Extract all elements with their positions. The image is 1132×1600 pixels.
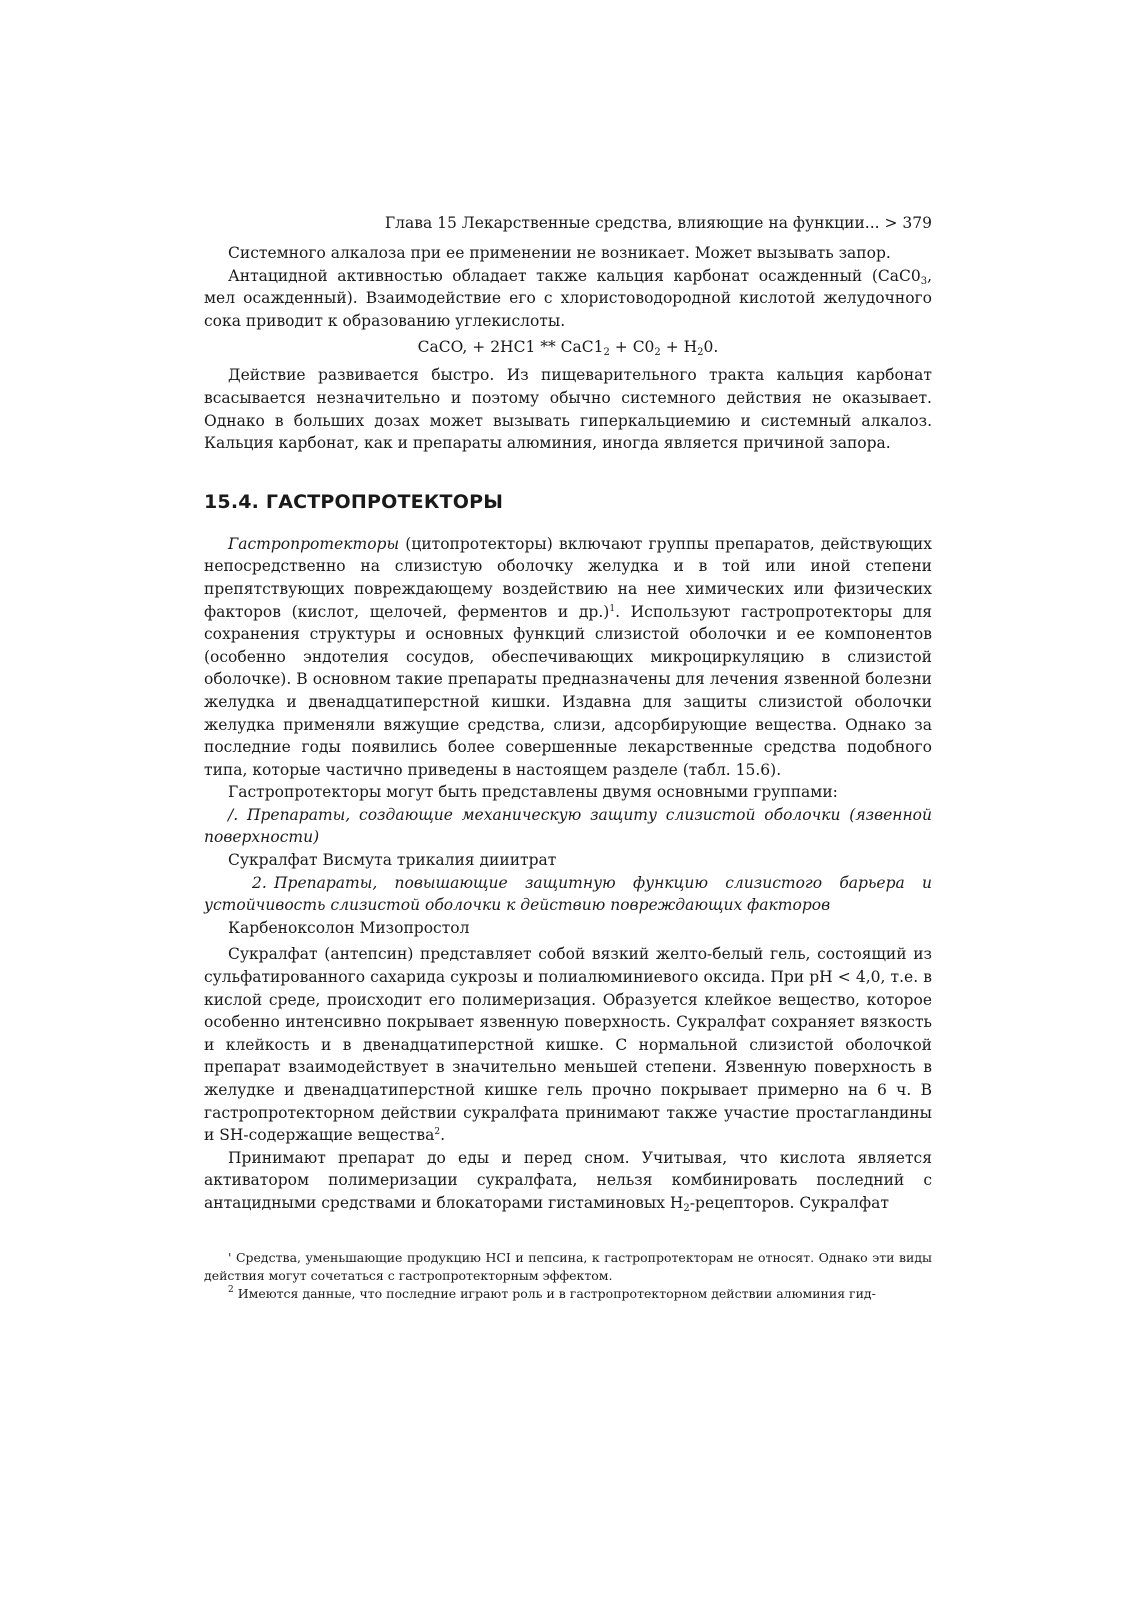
group-2-items: Карбеноксолон Мизопростол (228, 918, 470, 937)
paragraph-7-text-b: -рецепторов. Сукралфат (689, 1193, 889, 1212)
footnote-ref-2: 2 (434, 1127, 441, 1138)
footnote-2-mark: 2 (228, 1284, 234, 1295)
chemical-formula (204, 336, 932, 358)
group-2-heading (204, 872, 932, 917)
formula-part-d: 0. (703, 338, 719, 357)
paragraph-4-text-a: (цитопротекторы) включают группы препаратов, действующих непосредственно на слизистую оболочку желудка и в той или иной степени препятствующих повреждающему воздействию на нее химических или физических факторов (кислот, щелочей, ферментов и др.) (204, 534, 932, 621)
paragraph-6-text-b: . (440, 1126, 445, 1145)
formula-part-a: CaCO, + 2HC1 ** CaC1 (417, 338, 604, 357)
paragraph-2-text-b: , мел осажденный). Взаимодействие его с хлористоводородной кислотой желудочного сока приводит к образованию углекислоты. (204, 266, 932, 330)
paragraph-7-text-a: Принимают препарат до еды и перед сном. Учитывая, что кислота является активатором полимеризации сукралфата, нельзя комбинировать последний с антацидными средствами и блокаторами гистаминовых H (204, 1148, 932, 1212)
footnotes (204, 1249, 932, 1303)
paragraph-7-sub: 2 (683, 1202, 690, 1214)
term-gastroprotectors: Гастропротекторы (228, 534, 400, 553)
paragraph-6 (204, 943, 932, 1146)
running-header: Глава 15 Лекарственные средства, влияющие на функции... > 379 (384, 214, 932, 232)
group-2-text: Препараты, повышающие защитную функцию слизистого барьера и устойчивость слизистой оболочки к действию повреждающих факторов (204, 873, 932, 915)
formula-sub-3: 2 (697, 347, 704, 359)
paragraph-1: Системного алкалоза при ее применении не возникает. Может вызывать запор. (228, 244, 891, 262)
footnote-2 (204, 1285, 932, 1303)
formula-part-b: + C0 (609, 338, 655, 357)
paragraph-7 (204, 1147, 932, 1215)
page-content (204, 212, 932, 1303)
paragraph-2-sub: 3 (920, 275, 928, 287)
footnote-ref-1: 1 (609, 603, 616, 614)
group-1-heading: /. Препараты, создающие механическую защиту слизистой оболочки (язвенной поверхности) (204, 805, 932, 847)
formula-sub-1: 2 (603, 347, 610, 359)
paragraph-6-text-a: Сукралфат (антепсин) представляет собой вязкий желто-белый гель, состоящий из сульфатированного сахарида сукрозы и полиалюминиевого оксида. При pH < 4,0, т.е. в кислой среде, происходит его полимеризация. Образуется клейкое вещество, которое особенно интенсивно покрывает язвенную поверхность. Сукралфат сохраняет вязкость и клейкость и в двенадцатиперстной кишке. С нормальной слизистой оболочкой препарат взаимодействует в значительно меньшей степени. Язвенную поверхность в желудке и двенадцатиперстной кишке гель прочно покрывает примерно на 6 ч. В гастропротекторном действии сукралфата принимают также участие простагландины и SH-содержащие вещества (204, 945, 932, 1145)
paragraph-4-text-b: . Используют гастропротекторы для сохранения структуры и основных функций слизистой оболочки и ее компонентов (особенно эндотелия сосудов, обеспечивающих микроциркуляцию в слизистой оболочке). В основном такие препараты предназначены для лечения язвенной болезни желудка и двенадцатиперстной кишки. Издавна для защиты слизистой оболочки желудка применяли вяжущие средства, слизи, адсорбирующие вещества. Однако за последние годы появились более совершенные лекарственные средства подобного типа, которые частично приведены в настоящем разделе (табл. 15.6). (204, 602, 932, 779)
paragraph-3: Действие развивается быстро. Из пищеварительного тракта кальция карбонат всасывается незначительно и поэтому обычно системного действия не оказывает. Однако в больших дозах может вызывать гиперкальциемию и системный алкалоз. Кальция карбонат, как и препараты алюминия, иногда является причиной запора. (204, 366, 932, 453)
formula-part-c: + H (660, 338, 698, 357)
section-title: 15.4. ГАСТРОПРОТЕКТОРЫ (204, 490, 504, 513)
paragraph-5: Гастропротекторы могут быть представлены двумя основными группами: (228, 783, 838, 802)
paragraph-4 (204, 533, 932, 782)
footnote-1: ' Средства, уменьшающие продукцию HCI и пепсина, к гастропротекторам не относят. Однако эти виды действия могут сочетаться с гастропротекторным эффектом. (204, 1249, 932, 1283)
group-1-items: Сукралфат Висмута трикалия дииитрат (228, 851, 557, 870)
formula-sub-2: 2 (654, 347, 661, 359)
footnote-2-text: Имеются данные, что последние играют роль и в гастропротекторном действии алюминия гид- (233, 1285, 876, 1301)
group-2-number: 2. (252, 873, 267, 892)
paragraph-2-text-a: Антацидной активностью обладает также кальция карбонат осажденный (CaC0 (228, 266, 921, 285)
paragraph-2 (204, 265, 932, 333)
